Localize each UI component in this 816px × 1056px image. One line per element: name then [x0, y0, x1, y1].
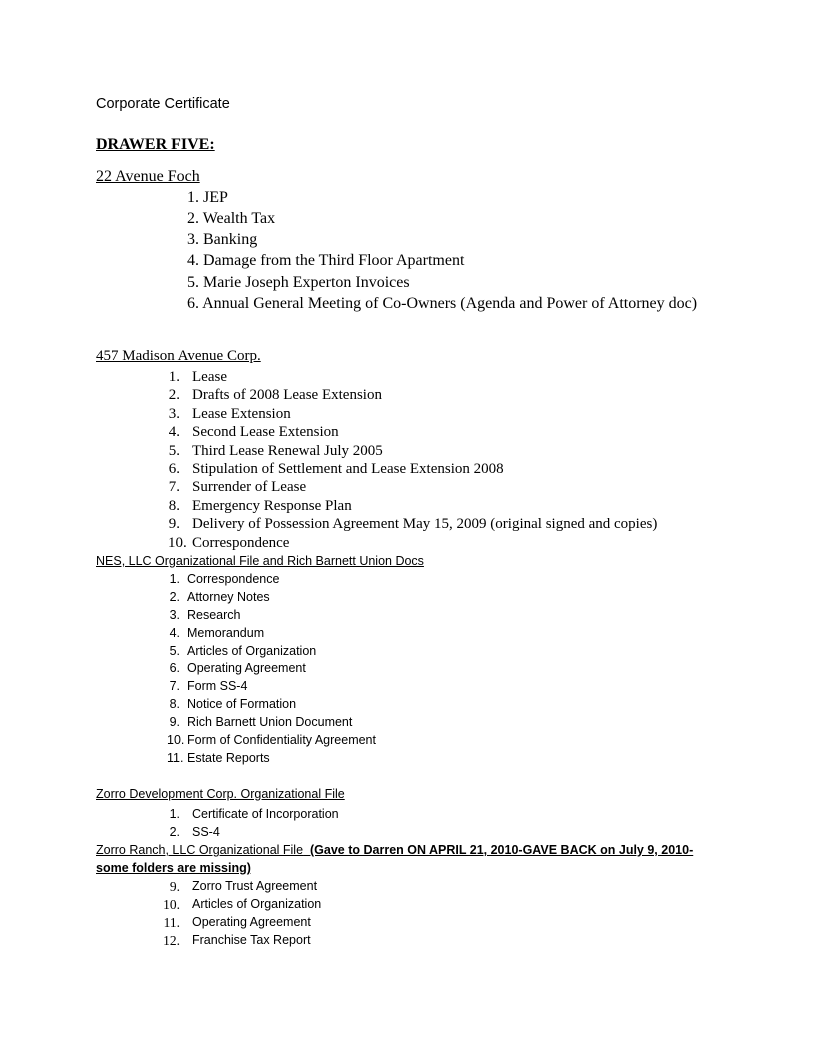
list-number: 9.: [169, 715, 180, 729]
list-text: Form of Confidentiality Agreement: [187, 733, 376, 747]
list-text: Zorro Trust Agreement: [192, 879, 318, 893]
section-title: NES, LLC Organizational File and Rich Barnett Union Docs: [96, 554, 424, 568]
list-text: Delivery of Possession Agreement May 15, 2009 (original signed and copies): [192, 516, 658, 532]
drawer-title: DRAWER FIVE:: [96, 136, 215, 153]
list-text: Form SS-4: [187, 679, 248, 693]
page-header-title: Corporate Certificate: [96, 96, 230, 112]
list-item: [0, 406, 816, 424]
list-item: [0, 369, 816, 387]
list-item: [0, 679, 816, 695]
list-text: Notice of Formation: [187, 697, 297, 711]
list-number: 3.: [169, 608, 180, 622]
list-number: 11.: [163, 915, 180, 930]
list-item: [0, 897, 816, 913]
section-note-continued: some folders are missing): [96, 861, 251, 875]
list-item: [0, 443, 816, 461]
list-number: 1.: [168, 369, 180, 385]
list-text: Lease: [192, 369, 227, 385]
section-title: Zorro Development Corp. Organizational File: [96, 787, 345, 801]
list-item: 5. Marie Joseph Experton Invoices: [187, 274, 410, 291]
list-number: 2.: [168, 387, 180, 403]
list-item: [0, 933, 816, 949]
list-item: [0, 572, 816, 588]
list-item: [0, 590, 816, 606]
list-text: Rich Barnett Union Document: [187, 715, 353, 729]
list-item: [0, 387, 816, 405]
list-item: [0, 807, 816, 823]
list-item: [0, 751, 816, 767]
section-title: 22 Avenue Foch: [96, 168, 200, 185]
list-text: Certificate of Incorporation: [192, 807, 339, 821]
list-item: [0, 915, 816, 931]
list-item: [0, 461, 816, 479]
list-text: Drafts of 2008 Lease Extension: [192, 387, 382, 403]
list-item: [0, 697, 816, 713]
list-text: Articles of Organization: [192, 897, 322, 911]
list-item: [0, 825, 816, 841]
section-title: Zorro Ranch, LLC Organizational File: [96, 843, 304, 857]
list-number: 2.: [169, 590, 180, 604]
list-item: [0, 424, 816, 442]
list-number: 4.: [168, 424, 180, 440]
list-text: Third Lease Renewal July 2005: [192, 443, 383, 459]
list-text: Emergency Response Plan: [192, 498, 352, 514]
list-item: 4. Damage from the Third Floor Apartment: [187, 252, 465, 269]
list-number: 9.: [169, 879, 180, 894]
list-number: 9.: [168, 516, 180, 532]
section-title: 457 Madison Avenue Corp.: [96, 348, 261, 364]
list-item: [0, 715, 816, 731]
list-item: [0, 733, 816, 749]
list-number: 6.: [168, 461, 180, 477]
list-number: 5.: [168, 443, 180, 459]
list-item: [0, 516, 816, 534]
list-item: [0, 479, 816, 497]
list-item: [0, 608, 816, 624]
list-number: 1.: [169, 807, 180, 821]
list-number: 12.: [163, 933, 180, 948]
list-item: [0, 535, 816, 553]
list-item: [0, 626, 816, 642]
section-title-line: [96, 843, 693, 857]
list-item: 3. Banking: [187, 231, 258, 248]
list-item: 1. JEP: [187, 189, 228, 206]
list-number: 10.: [167, 733, 185, 747]
list-number: 7.: [168, 479, 180, 495]
list-text: SS-4: [192, 825, 220, 839]
list-text: Surrender of Lease: [192, 479, 307, 495]
list-text: Estate Reports: [187, 751, 270, 765]
list-text: Correspondence: [187, 572, 280, 586]
list-number: 8.: [169, 697, 180, 711]
list-number: 3.: [168, 406, 180, 422]
list-number: 1.: [169, 572, 180, 586]
section-note: (Gave to Darren ON APRIL 21, 2010-GAVE BACK on July 9, 2010-: [310, 843, 694, 857]
list-number: 7.: [169, 679, 180, 693]
list-item: [0, 879, 816, 895]
list-number: 4.: [169, 626, 180, 640]
list-number: 11.: [167, 751, 184, 765]
list-item: 2. Wealth Tax: [187, 210, 276, 227]
list-text: Attorney Notes: [187, 590, 270, 604]
list-item: [0, 644, 816, 660]
list-text: Stipulation of Settlement and Lease Extension 2008: [192, 461, 504, 477]
list-text: Research: [187, 608, 241, 622]
list-text: Franchise Tax Report: [192, 933, 311, 947]
list-item: [0, 661, 816, 677]
list-text: Operating Agreement: [187, 661, 306, 675]
list-item: [0, 498, 816, 516]
list-text: Correspondence: [192, 535, 290, 551]
list-number: 10.: [163, 897, 180, 912]
list-number: 10.: [168, 535, 187, 551]
list-number: 2.: [169, 825, 180, 839]
list-text: Operating Agreement: [192, 915, 311, 929]
list-text: Second Lease Extension: [192, 424, 339, 440]
list-item: 6. Annual General Meeting of Co-Owners (Agenda and Power of Attorney doc): [187, 295, 698, 312]
list-text: Memorandum: [187, 626, 265, 640]
list-number: 6.: [169, 661, 180, 675]
list-text: Articles of Organization: [187, 644, 317, 658]
list-number: 5.: [169, 644, 180, 658]
list-number: 8.: [168, 498, 180, 514]
list-text: Lease Extension: [192, 406, 291, 422]
